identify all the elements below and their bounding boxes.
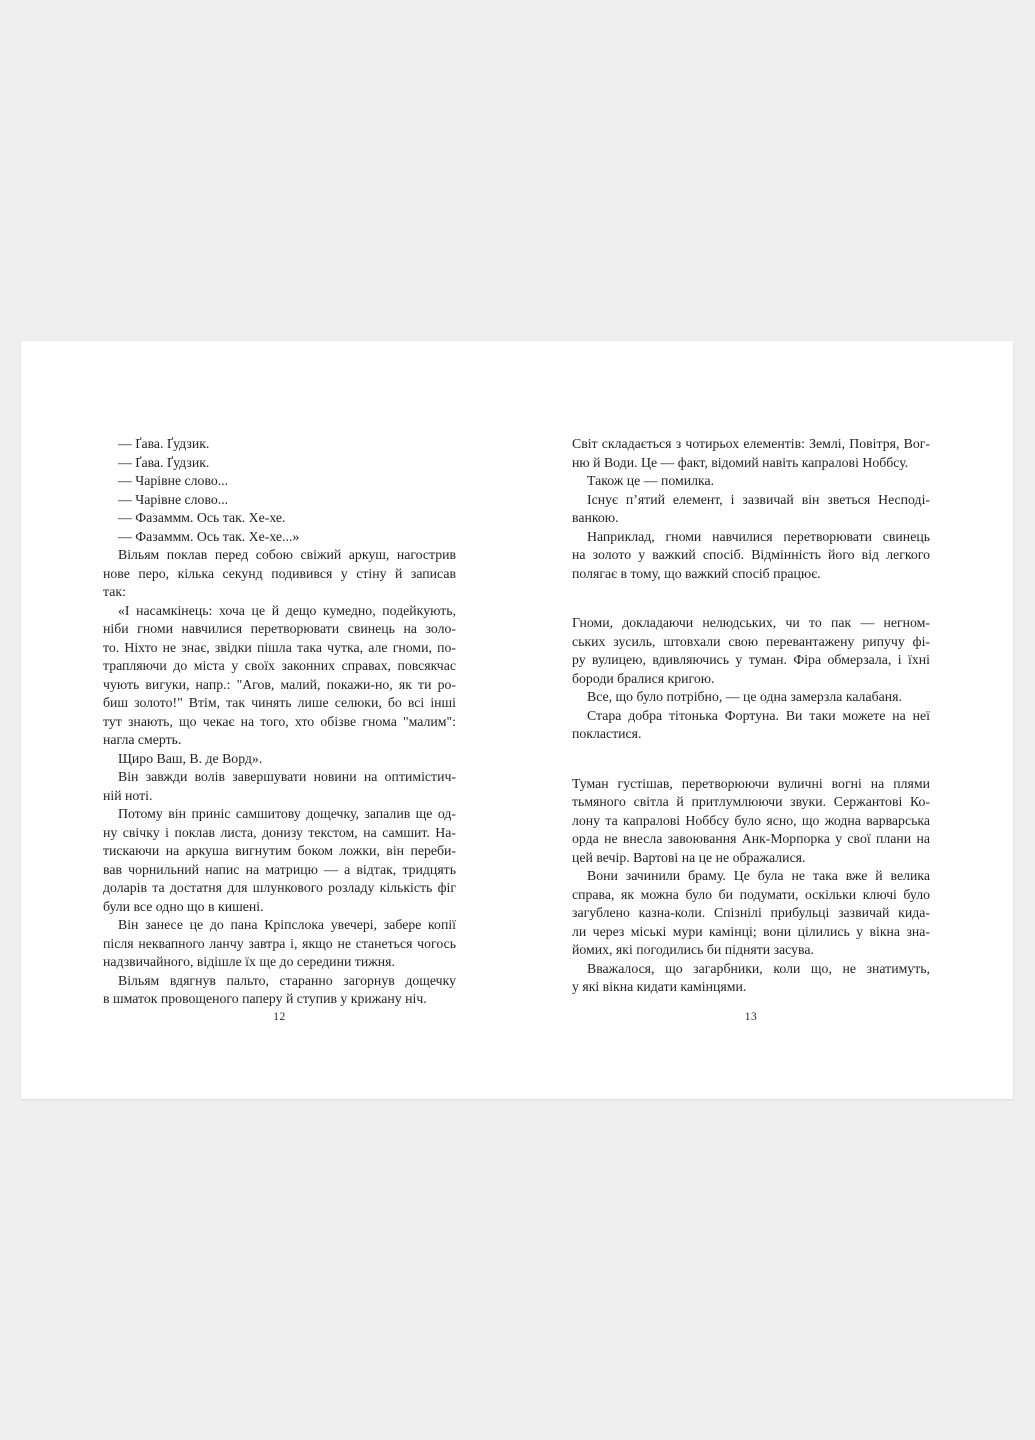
paragraph [103,805,456,916]
text-line: Він завжди волів завершувати новини на оптимістич- [118,769,456,784]
text-line: — Фазаммм. Ось так. Хе-хе...» [118,528,300,544]
text-line: у які вікна кидати камінцями. [572,979,747,994]
text-line: Також це — помилка. [587,473,715,488]
text-line: Все, що було потрібно, — це одна замерзла калабаня. [587,689,902,704]
text-line: Гноми, докладаючи нелюдських, чи то пак — негном- [572,615,930,630]
text-line: «І насамкінець: хоча це й дещо кумедно, подейкують, [118,602,456,618]
paragraph [572,528,930,584]
paragraph [103,546,456,602]
paragraph [103,916,456,972]
text-line: нове перо, кілька секунд подивився у стіну й записав [103,565,456,581]
text-line: надзвичайного, відішле їх ще до середини тижня. [103,954,395,969]
paragraph [103,750,456,769]
text-line: то. Ніхто не знає, звідки пішла така чутка, але гноми, по- [103,639,456,655]
text-line: — Ґава. Ґудзик. [118,454,210,470]
text-line: нагла смерть. [103,732,182,747]
text-line: справа, як можна було би подумати, оскільки ключі було [572,886,930,902]
text-line: ніби гноми навчилися перетворювати свинець на золо- [103,621,456,636]
paragraph [572,775,930,868]
paragraph [103,472,456,491]
paragraph [572,614,930,688]
text-line: Наприклад, гноми навчилися перетворювати свинець [587,528,930,544]
text-line: ли через міські мури камінці; вони цілились у вікна зна- [572,923,930,939]
paragraph [103,602,456,750]
text-line: Стара добра тітонька Фортуна. Ви таки можете на неї [587,707,930,723]
text-line: Вільям поклав перед собою свіжий аркуш, нагострив [118,547,456,562]
text-line: биш золото!" Втім, так чинять лише селюки, бо всі інші [103,695,456,710]
text-line: Вільям вдягнув пальто, старанно загорнув дощечку [118,972,456,988]
text-line: загублено казна-коли. Спізнілі прибульці зазвичай кида- [572,905,930,920]
paragraph [572,435,930,472]
text-line: Існує п’ятий елемент, і зазвичай він зветься Несподі- [587,491,930,507]
text-line: бороди бралися кригою. [572,670,715,686]
text-line: цей вечір. Вартові на це не ображалися. [572,849,806,865]
page-number-right: 13 [744,1011,758,1023]
text-line: — Чарівне слово... [118,491,229,507]
text-line: в шматок провощеного паперу й ступив у крижану ніч. [103,991,427,1006]
paragraph [572,472,930,491]
text-line: ру вулицею, вдивляючись у туман. Фіра обмерзала, і їхні [572,652,930,667]
text-line: полягає в тому, що важкий спосіб працює. [572,565,821,581]
text-line: Світ складається з чотирьох елементів: Землі, Повітря, Вог- [572,436,930,451]
text-line: чують вигуки, напр.: "Агов, малий, покажи-но, як ти ро- [103,676,456,692]
text-line: орда не внесла завоювання Анк-Морпорка у свої плани на [572,831,930,846]
text-line: йомих, які погодились би підняти засува. [572,942,814,957]
text-line: трапляючи до міста у своїх законних справах, повсякчас [103,658,456,673]
text-line: Туман густішав, перетворюючи вуличні вогні на плями [572,775,930,791]
paragraph [572,491,930,528]
text-line: — Ґава. Ґудзик. [118,436,210,451]
paragraph [103,509,456,528]
paragraph [572,867,930,960]
text-line: були все одно що в кишені. [103,898,264,914]
text-line: тискаючи на аркуша вигнутим боком ложки, він переби- [103,843,456,858]
text-line: ванкою. [572,510,619,525]
text-line: лону та капралові Ноббсу було ясно, що жодна варварська [572,812,930,828]
text-line: ню й Води. Це — факт, відомий навіть капралові Ноббсу. [572,454,909,470]
paragraph [103,972,456,1009]
page-right-text [572,435,930,997]
text-line: покластися. [572,726,642,741]
text-line: тьмяного світла й притлумлюючи звуки. Сержантові Ко- [572,794,930,809]
paragraph [572,707,930,744]
text-line: Вважалося, що загарбники, коли що, не знатимуть, [587,960,930,976]
text-line: — Чарівне слово... [118,473,229,488]
page-number-left: 12 [273,1011,286,1023]
text-line: Щиро Ваш, В. де Ворд». [118,750,263,766]
text-line: тут знають, що чекає на того, хто обізве гнома "малим": [103,713,456,729]
text-line: доларів та достатня для шлункового розладу кількість фіг [103,880,456,895]
paragraph [103,528,456,547]
book-spread [21,341,1013,1099]
text-line: ських зусиль, штовхали свою перевантажену рипучу фі- [572,633,930,649]
paragraph [572,688,930,707]
text-line: після неквапного ланчу завтра і, якщо не станеться чогось [103,935,456,951]
page-left-text [103,435,456,1009]
text-line: на золото у важкий спосіб. Відмінність його від легкого [572,547,930,562]
text-line: вав чорнильний напис на матрицю — а відтак, тридцять [103,861,456,877]
text-line: ну свічку і поклав листа, донизу текстом, на самшит. На- [103,824,456,840]
text-line: Вони зачинили браму. Це була не така вже й велика [587,868,930,883]
text-line: Він занесе це до пана Кріпслока увечері, забере копії [118,917,456,932]
paragraph [103,454,456,473]
paragraph [103,435,456,454]
text-line: Потому він приніс самшитову дощечку, запалив ще од- [118,806,456,821]
paragraph [103,491,456,510]
text-line: — Фазаммм. Ось так. Хе-хе. [118,510,286,525]
text-line: ній ноті. [103,787,153,803]
paragraph [103,768,456,805]
text-line: так: [103,584,126,599]
paragraph [572,960,930,997]
